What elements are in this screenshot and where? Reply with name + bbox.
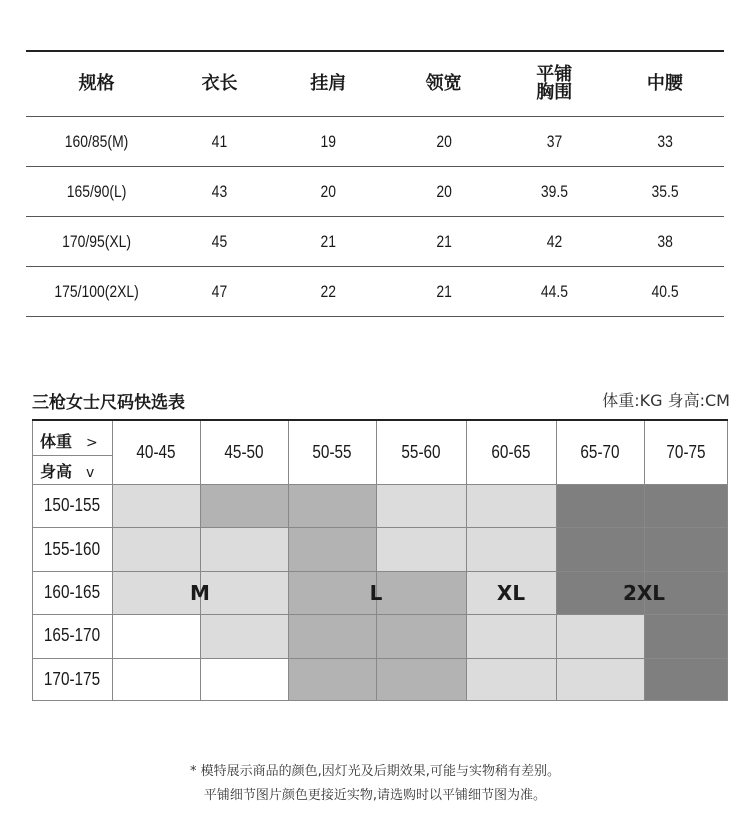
weight-range-label: 45-50 [224, 442, 264, 462]
grid-vline [644, 421, 645, 701]
grid-vline [466, 421, 467, 701]
cell-spec: 160/85(M) [64, 131, 129, 151]
height-axis-label [40, 459, 94, 482]
header-length: 衣长 [201, 73, 238, 94]
weight-range-label: 50-55 [312, 442, 352, 462]
height-label: 身高 [40, 462, 73, 481]
header-neck: 领宽 [425, 73, 462, 94]
size-cell [376, 614, 466, 657]
size-table [26, 50, 724, 317]
cell-spec: 175/100(2XL) [54, 281, 139, 301]
size-cell [288, 484, 376, 527]
cell-waist: 38 [657, 231, 673, 251]
header-corner [32, 421, 112, 484]
grid-top-border [32, 419, 728, 421]
grid-vline [112, 421, 113, 701]
cell-length: 45 [211, 231, 228, 251]
cell-length: 41 [211, 131, 228, 151]
grid-hline [32, 614, 728, 615]
cell-neck: 20 [435, 181, 452, 201]
cell-length: 47 [211, 281, 228, 301]
cell-chest: 44.5 [540, 281, 568, 301]
size-cell [644, 527, 728, 570]
size-table-header [26, 52, 724, 117]
chevron-down-icon: v [86, 465, 95, 481]
height-range-label: 170-175 [43, 668, 101, 689]
grid-hline [32, 484, 728, 485]
cell-length: 43 [211, 181, 228, 201]
grid-hline [32, 658, 728, 659]
size-cell [556, 658, 644, 701]
cell-chest: 37 [546, 131, 563, 151]
table-row [26, 117, 724, 167]
grid-vline [556, 421, 557, 701]
footnote-line-1: * 模特展示商品的颜色,因灯光及后期效果,可能与实物稍有差别。 [190, 764, 560, 779]
header-chest: 平铺 胸围 [536, 64, 573, 103]
chart-title: 三枪女士尺码快选表 [32, 393, 185, 413]
cell-shoulder: 22 [320, 281, 337, 301]
cell-chest: 42 [546, 231, 563, 251]
grid-vline [288, 421, 289, 701]
height-range-label: 160-165 [43, 581, 101, 602]
size-cell [112, 527, 200, 570]
cell-waist: 35.5 [651, 181, 679, 201]
cell-neck: 21 [435, 281, 452, 301]
cell-spec: 165/90(L) [66, 181, 127, 201]
cell-neck: 21 [435, 231, 452, 251]
header-waist: 中腰 [646, 73, 683, 94]
weight-range-label: 55-60 [401, 442, 441, 462]
size-cell [288, 614, 376, 657]
size-label: M [190, 580, 210, 605]
cell-spec: 170/95(XL) [62, 231, 132, 251]
size-cell [288, 527, 376, 570]
table-row [26, 167, 724, 217]
grid-vline [200, 421, 201, 701]
size-cell [376, 484, 466, 527]
height-range-label: 150-155 [43, 495, 101, 516]
size-cell [200, 527, 288, 570]
cell-neck: 20 [435, 131, 452, 151]
grid-vline [32, 421, 33, 701]
size-cell [200, 484, 288, 527]
table-row [26, 267, 724, 317]
corner-divider [32, 455, 112, 456]
size-cell [644, 484, 728, 527]
grid-vline [727, 421, 728, 701]
size-cell [288, 658, 376, 701]
chart-units: 体重:KG 身高:CM [602, 391, 730, 410]
size-cell [556, 527, 644, 570]
chevron-right-icon: > [86, 435, 98, 451]
size-cell [466, 614, 556, 657]
size-cell [466, 484, 556, 527]
header-spec: 规格 [78, 73, 115, 94]
size-cell [376, 658, 466, 701]
grid-hline [32, 700, 728, 701]
cell-shoulder: 21 [320, 231, 337, 251]
height-range-label: 165-170 [43, 625, 101, 646]
size-cell [200, 658, 288, 701]
header-shoulder: 挂肩 [310, 73, 347, 94]
size-cell [112, 484, 200, 527]
cell-waist: 33 [657, 131, 673, 151]
size-cell [112, 614, 200, 657]
size-label: 2XL [622, 580, 666, 605]
footnote-line-2: 平铺细节图片颜色更接近实物,请选购时以平铺细节图为准。 [203, 788, 547, 803]
height-range-label: 155-160 [43, 538, 101, 559]
cell-chest: 39.5 [540, 181, 568, 201]
grid-hline [32, 527, 728, 528]
size-cell [644, 658, 728, 701]
size-cell [644, 614, 728, 657]
grid-hline [32, 571, 728, 572]
weight-range-label: 60-65 [491, 442, 531, 462]
size-label: L [369, 580, 383, 605]
size-cell [200, 614, 288, 657]
grid-vline [376, 421, 377, 701]
weight-range-label: 65-70 [580, 442, 620, 462]
size-cell [466, 527, 556, 570]
size-cell [556, 484, 644, 527]
weight-label: 体重 [40, 432, 73, 451]
size-cell [556, 614, 644, 657]
cell-shoulder: 19 [320, 131, 337, 151]
weight-axis-label [40, 429, 98, 452]
size-cell [376, 527, 466, 570]
cell-shoulder: 20 [320, 181, 337, 201]
size-chart-grid [32, 419, 728, 701]
size-cell [466, 658, 556, 701]
cell-waist: 40.5 [651, 281, 679, 301]
size-label: XL [496, 580, 526, 605]
weight-range-label: 40-45 [136, 442, 176, 462]
table-row [26, 217, 724, 267]
weight-range-label: 70-75 [666, 442, 706, 462]
size-cell [112, 658, 200, 701]
